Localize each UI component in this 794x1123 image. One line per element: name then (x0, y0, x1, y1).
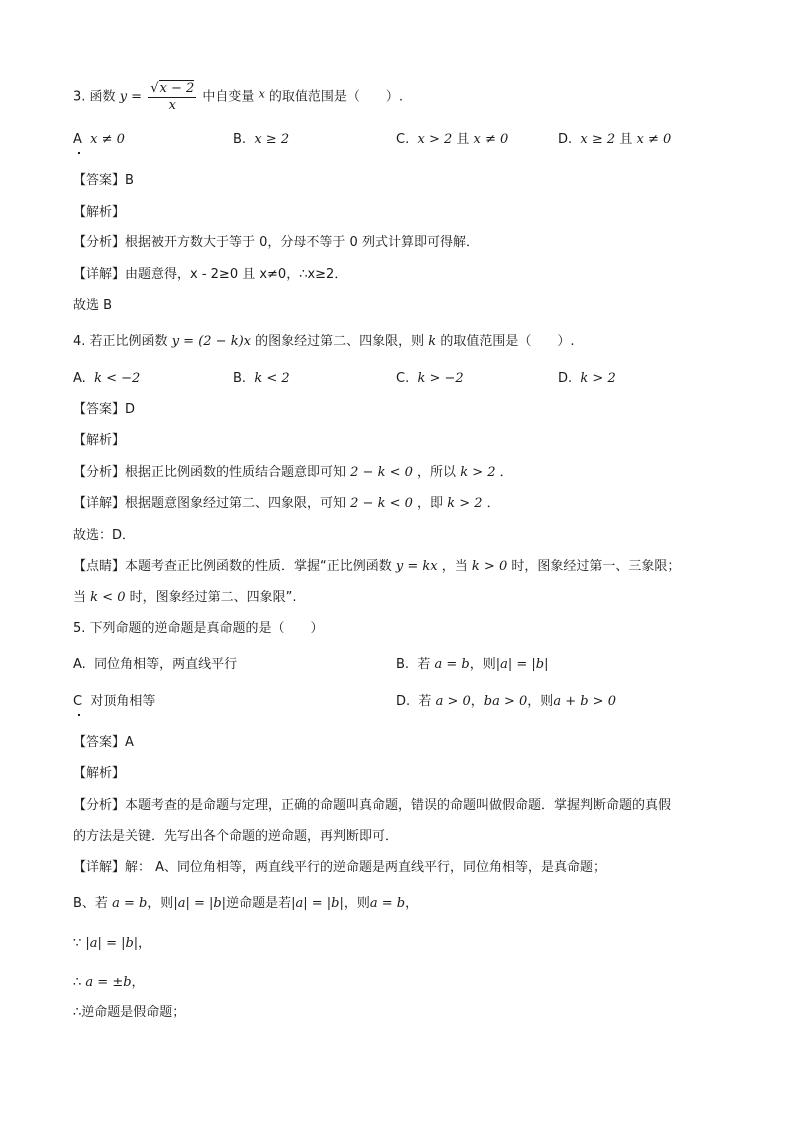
q5-option-a-text: 同位角相等，两直线平行 (94, 657, 238, 672)
q3-option-c-text2: x ≠ 0 (473, 132, 509, 147)
q5-b-math1: a = b (112, 896, 148, 911)
q4-detail-mid: ，即 (417, 496, 444, 511)
q4-comment1-mid: ，当 (441, 559, 468, 574)
q5-b-mid2: 逆命题是若 (226, 896, 292, 911)
q5-option-c (73, 693, 155, 711)
q3-detail: 【详解】由题意得，x - 2≥0 且 x≠0，∴x≥2． (73, 267, 348, 282)
q3-option-d-text2: x ≠ 0 (636, 132, 672, 147)
q4-comment-line1 (73, 558, 680, 576)
q5-because-math: |a| = |b| (85, 936, 139, 951)
q4-option-b-label: B. (233, 371, 247, 386)
q5-option-d-mid: ，则 (527, 694, 554, 709)
q4-option-a (73, 370, 140, 388)
q4-detail-suffix: ． (486, 496, 500, 511)
because-symbol: ∵ (73, 936, 82, 951)
q4-option-b (233, 370, 290, 388)
q3-fraction-denominator: x (168, 98, 176, 113)
q5-option-b (396, 656, 548, 674)
q3-option-a-label: A (73, 132, 82, 147)
q5-analysis-line2: 的方法是关键．先写出各个命题的逆命题，再判断即可． (73, 829, 399, 844)
q3-stem (73, 80, 403, 114)
q4-option-b-text: k < 2 (254, 371, 290, 386)
q5-b-prefix: B、若 (73, 896, 108, 911)
q4-option-a-text: k < −2 (94, 371, 141, 386)
q4-option-d (558, 370, 616, 388)
q3-formula-lhs: y = (119, 89, 143, 105)
q4-analysis-suffix: ． (499, 465, 513, 480)
q4-conclusion: 故选：D． (73, 528, 136, 543)
q3-option-c-join: 且 (456, 132, 470, 147)
q4-formula: y = (2 − k)x (171, 334, 251, 349)
q4-analysis-math2: k > 2 (460, 465, 496, 480)
q5-therefore-suffix: ， (131, 975, 145, 990)
q4-detail-math2: k > 2 (447, 496, 483, 511)
q3-stem-var: x (258, 87, 265, 101)
q4-option-d-text: k > 2 (580, 371, 616, 386)
q5-option-b-label: B. (396, 657, 410, 672)
q5-option-b-math2: |a| = |b| (495, 657, 549, 672)
q5-b-analysis (73, 895, 418, 913)
q3-stem-prefix: 3. 函数 (73, 89, 116, 105)
q5-option-a-label: A. (73, 657, 86, 672)
q5-b-math2: |a| = |b| (173, 896, 227, 911)
q5-therefore-math: a = ±b (85, 975, 132, 990)
q5-option-d-prefix: 若 (418, 694, 432, 709)
q3-option-d (558, 131, 671, 149)
q5-option-b-prefix: 若 (417, 657, 431, 672)
q5-because-suffix: ， (138, 936, 152, 951)
q4-detail-math1: 2 − k < 0 (350, 496, 413, 511)
q3-fraction (148, 80, 196, 114)
q4-stem (73, 333, 574, 351)
q5-b-math3: |a| = |b| (291, 896, 344, 911)
q3-conclusion: 故选 B (73, 298, 113, 313)
q3-option-b-text: x ≥ 2 (254, 132, 290, 147)
q4-comment2-prefix: 当 (73, 590, 87, 605)
q5-option-d-math1: a > 0 (435, 694, 471, 709)
q3-option-b (233, 131, 289, 149)
q4-option-c (396, 370, 464, 388)
q3-option-d-label: D. (558, 132, 573, 147)
q3-fraction-numerator: √x − 2 (150, 81, 195, 96)
q3-option-a-dot (78, 152, 80, 154)
q3-analysis: 【分析】根据被开方数大于等于 0，分母不等于 0 列式计算即可得解． (73, 235, 479, 250)
q5-option-c-dot (78, 714, 80, 716)
q5-therefore-line (73, 974, 145, 992)
q4-option-d-label: D. (558, 371, 573, 386)
therefore-symbol: ∴ (73, 975, 82, 990)
q5-option-c-text: 对顶角相等 (90, 694, 156, 709)
q4-stem-mid: 的图象经过第二、四象限，则 (255, 334, 425, 349)
q3-option-a (73, 131, 125, 149)
q4-comment-line2 (73, 589, 296, 607)
q4-analysis-prefix: 【分析】根据正比例函数的性质结合题意即可知 (73, 465, 347, 480)
q5-option-d-sep: ， (470, 694, 484, 709)
q4-comment1-prefix: 【点睛】本题考查正比例函数的性质．掌握“正比例函数 (73, 559, 392, 574)
q3-option-a-text: x ≠ 0 (90, 132, 125, 147)
q4-stem-suffix: 的取值范围是（ ）. (440, 334, 575, 349)
q3-option-d-join: 且 (619, 132, 633, 147)
q5-answer: 【答案】A (73, 735, 134, 750)
q5-stem: 5. 下列命题的逆命题是真命题的是（ ） (73, 621, 324, 636)
q3-option-c-text1: x > 2 (417, 132, 453, 147)
q5-final: ∴逆命题是假命题； (73, 1005, 186, 1020)
q4-stem-var: k (428, 334, 437, 349)
q5-option-b-mid: ，则 (469, 657, 496, 672)
q4-analysis-math1: 2 − k < 0 (350, 465, 413, 480)
q3-stem-suffix: 的取值范围是（ ）. (268, 89, 404, 105)
q4-analysis-mid: ，所以 (417, 465, 457, 480)
q4-comment1-math2: k > 0 (471, 559, 508, 574)
q4-comment1-suffix: 时，图象经过第一、三象限； (511, 559, 681, 574)
q3-stem-mid: 中自变量 (202, 89, 255, 105)
q4-comment2-math: k < 0 (90, 590, 126, 605)
q5-analysis-line1: 【分析】本题考查的是命题与定理，正确的命题叫真命题，错误的命题叫做假命题．掌握判断命题的真假 (73, 798, 672, 813)
q4-option-c-label: C. (396, 371, 410, 386)
q3-option-b-label: B. (233, 132, 247, 147)
q5-option-d-math3: a + b > 0 (553, 694, 616, 709)
q5-jiexi-heading: 【解析】 (73, 766, 126, 781)
q4-analysis (73, 464, 513, 482)
q3-jiexi-heading: 【解析】 (73, 205, 126, 220)
q5-b-math4: a = b (369, 896, 406, 911)
q5-option-d-math2: ba > 0 (483, 694, 528, 709)
q4-answer: 【答案】D (73, 402, 136, 417)
q4-detail (73, 495, 500, 513)
q3-option-c-label: C. (396, 132, 410, 147)
q5-b-suffix: ， (405, 896, 419, 911)
q4-comment1-math1: y = kx (395, 559, 438, 574)
q4-option-a-label: A. (73, 371, 86, 386)
q4-jiexi-heading: 【解析】 (73, 433, 126, 448)
q4-comment2-suffix: 时，图象经过第二、四象限”. (129, 590, 297, 605)
q3-answer: 【答案】B (73, 173, 134, 188)
q4-detail-prefix: 【详解】根据题意图象经过第二、四象限，可知 (73, 496, 347, 511)
q5-detail: 【详解】解： A、同位角相等，两直线平行的逆命题是两直线平行，同位角相等，是真命题； (73, 860, 607, 875)
q3-option-d-text1: x ≥ 2 (580, 132, 616, 147)
q5-option-d (396, 693, 616, 711)
q5-option-c-label: C (73, 694, 83, 709)
q5-b-mid1: ，则 (147, 896, 174, 911)
q3-option-c (396, 131, 508, 149)
q5-option-a (73, 656, 237, 674)
q4-stem-prefix: 4. 若正比例函数 (73, 334, 168, 349)
q5-b-mid3: ，则 (343, 896, 370, 911)
q5-option-d-label: D. (396, 694, 411, 709)
q5-option-b-math1: a = b (434, 657, 470, 672)
q3-sqrt-radicand: x − 2 (159, 81, 195, 96)
q5-because-line (73, 935, 151, 953)
q4-option-c-text: k > −2 (417, 371, 464, 386)
